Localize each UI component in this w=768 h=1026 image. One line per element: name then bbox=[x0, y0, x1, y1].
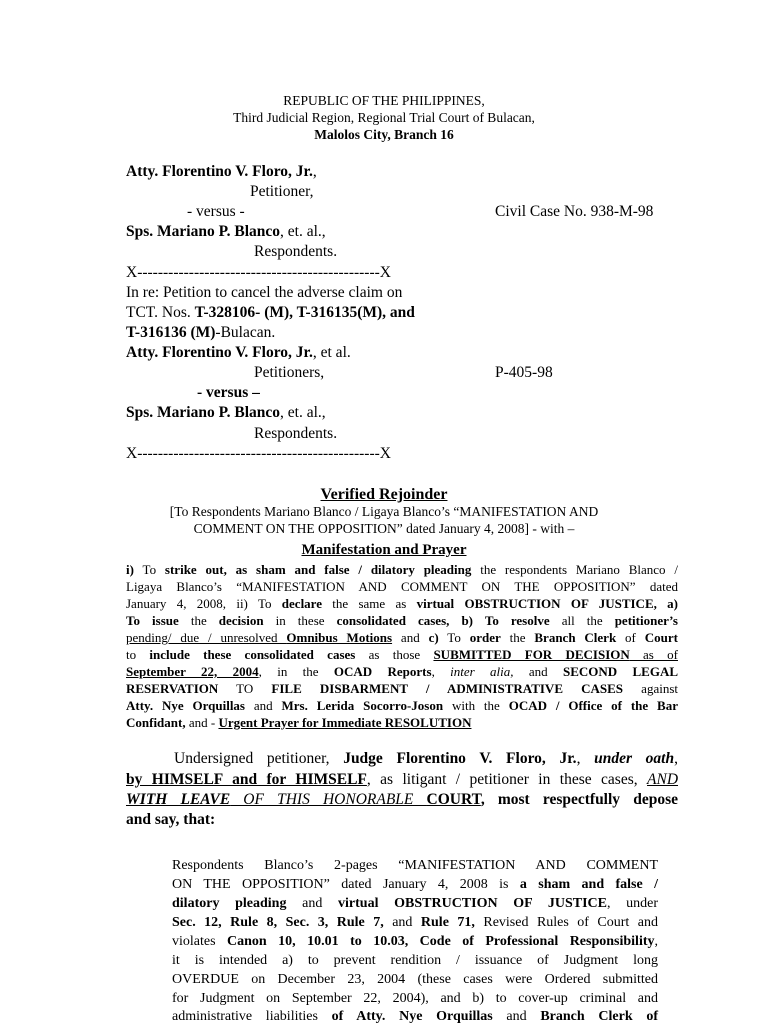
caption1-petitioner-name: Atty. Florentino V. Floro, Jr. bbox=[126, 163, 313, 180]
caption1-respondent-role: Respondents. bbox=[254, 243, 338, 260]
caption2-respondent-role: Respondents. bbox=[254, 425, 338, 442]
prayer-line-7: September 22, 2004, in the OCAD Reports, inter alia, and SECOND LEGAL bbox=[126, 664, 679, 679]
body-line-4: Sec. 12, Rule 8, Sec. 3, Rule 7, and Rule 71, Revised Rules of Court and bbox=[172, 915, 659, 930]
body-line-6: it is intended a) to prevent rendition / issuance of Judgment long bbox=[172, 953, 658, 968]
prayer-line-4: To issue the decision in these consolidated cases, b) To resolve all the petitioner’s bbox=[126, 613, 678, 628]
prayer-line-9: Atty. Nye Orquillas and Mrs. Lerida Socorro-Joson with the OCAD / Office of the Bar bbox=[126, 698, 678, 713]
caption2-respondent: Sps. Mariano P. Blanco, et. al., bbox=[126, 404, 326, 421]
prayer-line-2: Ligaya Blanco’s “MANIFESTATION AND COMMENT ON THE OPPOSITION” dated bbox=[126, 579, 678, 594]
prayer-line-1: i) To strike out, as sham and false / dilatory pleading the respondents Mariano Blanco / bbox=[126, 562, 678, 577]
caption1-divider: X-----------------------------------------------X bbox=[126, 264, 391, 281]
caption1-versus: - versus - bbox=[187, 203, 245, 220]
caption2-inre-line1: In re: Petition to cancel the adverse claim on bbox=[126, 284, 403, 301]
caption2-petitioner: Atty. Florentino V. Floro, Jr., et al. bbox=[126, 344, 351, 361]
body-line-8: for Judgment on September 22, 2004), and b) to cover-up criminal and bbox=[172, 991, 658, 1006]
header-republic: REPUBLIC OF THE PHILIPPINES, bbox=[283, 93, 485, 108]
body-line-2: ON THE OPPOSITION” dated January 4, 2008 is a sham and false / bbox=[172, 877, 658, 892]
manifestation-title: Manifestation and Prayer bbox=[301, 542, 467, 558]
caption1-petitioner-role: Petitioner, bbox=[250, 183, 314, 200]
intro-line-2: by HIMSELF and for HIMSELF, as litigant / petitioner in these cases, AND bbox=[126, 771, 679, 788]
caption2-case-no: P-405-98 bbox=[495, 364, 553, 381]
prayer-line-6: to include these consolidated cases as those SUBMITTED FOR DECISION as of bbox=[126, 647, 678, 662]
title-sub-line2: COMMENT ON THE OPPOSITION” dated January 4, 2008] - with – bbox=[193, 521, 575, 536]
body-line-1: Respondents Blanco’s 2-pages “MANIFESTATION AND COMMENT bbox=[172, 858, 658, 873]
body-line-3: dilatory pleading and virtual OBSTRUCTION OF JUSTICE, under bbox=[172, 896, 659, 911]
body-line-7: OVERDUE on December 23, 2004 (these cases were Ordered submitted bbox=[172, 972, 658, 987]
caption2-petitioner-name: Atty. Florentino V. Floro, Jr. bbox=[126, 344, 313, 361]
header-branch: Malolos City, Branch 16 bbox=[314, 127, 454, 142]
body-line-5: violates Canon 10, 10.01 to 10.03, Code of Professional Responsibility, bbox=[172, 934, 658, 949]
prayer-line-8: RESERVATION TO FILE DISBARMENT / ADMINISTRATIVE CASES against bbox=[126, 681, 679, 696]
prayer-line-10: Confidant, and - Urgent Prayer for Immediate RESOLUTION bbox=[126, 715, 472, 730]
caption1-case-no: Civil Case No. 938-M-98 bbox=[495, 203, 654, 220]
intro-line-3: WITH LEAVE OF THIS HONORABLE COURT, most respectfully depose bbox=[126, 791, 678, 808]
intro-line-1: Undersigned petitioner, Judge Florentino V. Floro, Jr., under oath, bbox=[174, 750, 678, 767]
prayer-line-5: pending/ due / unresolved Omnibus Motions and c) To order the Branch Clerk of Court bbox=[126, 630, 678, 645]
prayer-line-3: January 4, 2008, ii) To declare the same as virtual OBSTRUCTION OF JUSTICE, a) bbox=[126, 596, 679, 611]
caption2-petitioner-role: Petitioners, bbox=[254, 364, 325, 381]
header-region: Third Judicial Region, Regional Trial Court of Bulacan, bbox=[233, 110, 535, 125]
caption2-versus: - versus – bbox=[197, 384, 260, 401]
caption2-inre-line3: T-316136 (M)-Bulacan. bbox=[126, 324, 276, 341]
body-line-9: administrative liabilities of Atty. Nye Orquillas and Branch Clerk of bbox=[172, 1009, 658, 1024]
caption2-inre-line2: TCT. Nos. T-328106- (M), T-316135(M), and bbox=[126, 304, 415, 321]
caption1-respondent-name: Sps. Mariano P. Blanco bbox=[126, 223, 281, 240]
caption1-respondent: Sps. Mariano P. Blanco, et. al., bbox=[126, 223, 326, 240]
caption2-respondent-name: Sps. Mariano P. Blanco bbox=[126, 404, 281, 421]
document-title: Verified Rejoinder bbox=[320, 486, 448, 503]
intro-line-4: and say, that: bbox=[126, 811, 216, 828]
caption1-petitioner: Atty. Florentino V. Floro, Jr., bbox=[126, 163, 317, 180]
caption2-divider: X-----------------------------------------------X bbox=[126, 445, 391, 462]
title-sub-line1: [To Respondents Mariano Blanco / Ligaya Blanco’s “MANIFESTATION AND bbox=[169, 504, 599, 519]
